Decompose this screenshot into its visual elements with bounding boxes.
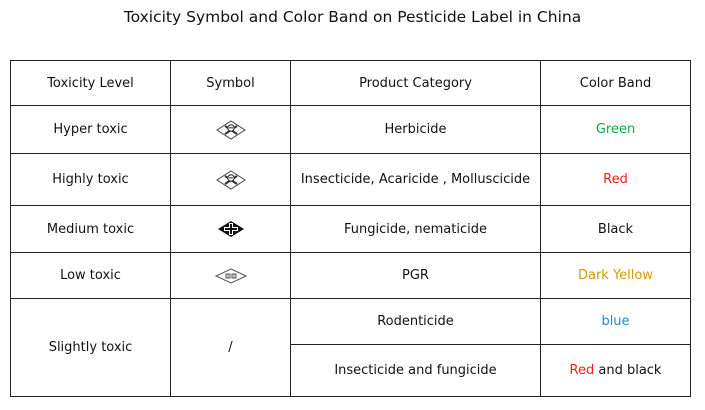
table-row bbox=[11, 106, 691, 154]
product-category-cell: Rodenticide bbox=[291, 299, 541, 345]
product-category-cell: Insecticide, Acaricide , Molluscicide bbox=[291, 154, 541, 206]
toxicity-level-cell: Hyper toxic bbox=[11, 106, 171, 154]
color-band-cell: blue bbox=[541, 299, 691, 345]
text-diamond-icon bbox=[215, 268, 247, 284]
skull-crossbones-diamond-icon bbox=[216, 120, 246, 140]
table-row bbox=[11, 253, 691, 299]
toxicity-level-cell: Highly toxic bbox=[11, 154, 171, 206]
header-color-band: Color Band bbox=[541, 61, 691, 106]
toxicity-level-cell: Medium toxic bbox=[11, 206, 171, 253]
header-row bbox=[11, 61, 691, 106]
symbol-cell bbox=[171, 206, 291, 253]
table-row bbox=[11, 154, 691, 206]
color-band-cell: Green bbox=[541, 106, 691, 154]
header-symbol: Symbol bbox=[171, 61, 291, 106]
color-band-cell bbox=[541, 345, 691, 397]
color-band-cell: Black bbox=[541, 206, 691, 253]
symbol-cell bbox=[171, 253, 291, 299]
table-row bbox=[11, 299, 691, 345]
toxicity-level-cell: Low toxic bbox=[11, 253, 171, 299]
toxicity-level-cell: Slightly toxic bbox=[11, 299, 171, 397]
table-row bbox=[11, 206, 691, 253]
symbol-cell bbox=[171, 154, 291, 206]
color-band-rest-text: and black bbox=[594, 363, 662, 378]
color-band-cell: Dark Yellow bbox=[541, 253, 691, 299]
symbol-cell: / bbox=[171, 299, 291, 397]
symbol-cell bbox=[171, 106, 291, 154]
filled-cross-diamond-icon bbox=[216, 220, 246, 238]
header-product-category: Product Category bbox=[291, 61, 541, 106]
toxicity-table bbox=[10, 60, 691, 397]
product-category-cell: PGR bbox=[291, 253, 541, 299]
color-band-red-text: Red bbox=[569, 363, 595, 378]
skull-crossbones-diamond-icon bbox=[216, 170, 246, 190]
page-title: Toxicity Symbol and Color Band on Pesticide Label in China bbox=[123, 8, 582, 26]
product-category-cell: Herbicide bbox=[291, 106, 541, 154]
product-category-cell: Insecticide and fungicide bbox=[291, 345, 541, 397]
header-toxicity-level: Toxicity Level bbox=[11, 61, 171, 106]
product-category-cell: Fungicide, nematicide bbox=[291, 206, 541, 253]
color-band-cell: Red bbox=[541, 154, 691, 206]
